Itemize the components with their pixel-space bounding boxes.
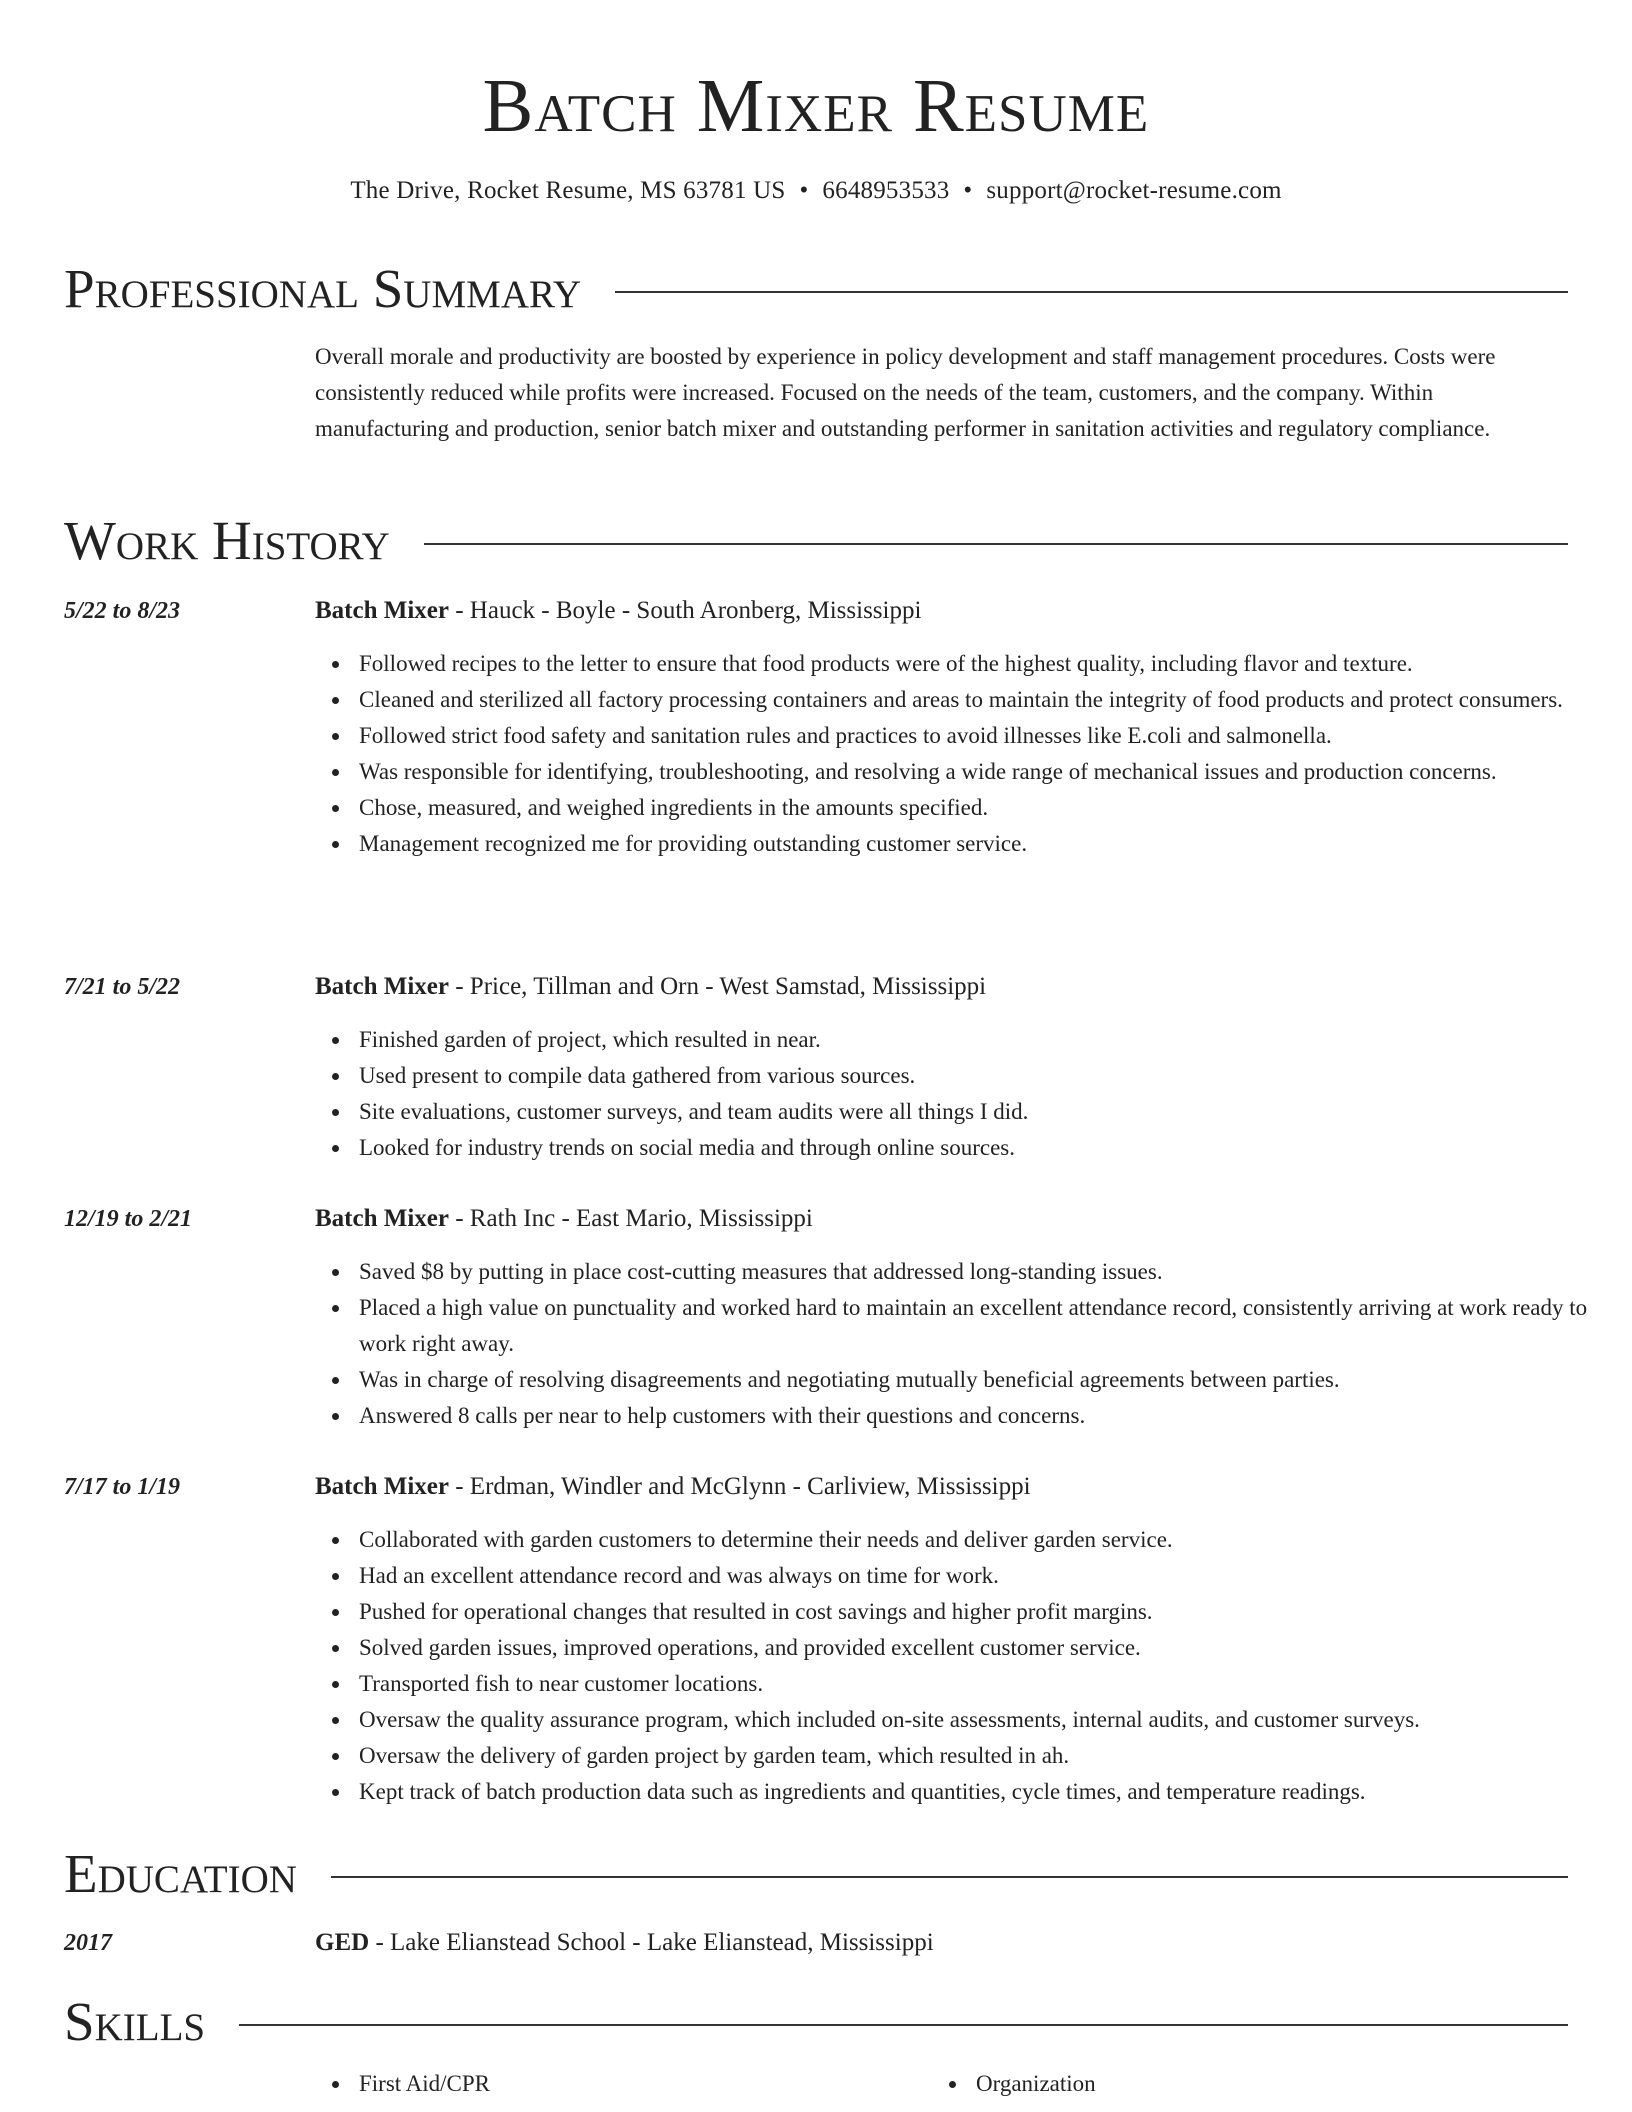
job-bullet: Cleaned and sterilized all factory processing containers and areas to maintain the integrity of food products and protect consumers. [359, 682, 1589, 718]
job-bullet: Management recognized me for providing outstanding customer service. [359, 826, 1589, 862]
job-bullet: Had an excellent attendance record and was always on time for work. [359, 1558, 1589, 1594]
job-bullets [315, 646, 1589, 862]
job-title: Batch Mixer [315, 597, 449, 624]
job-bullet: Collaborated with garden customers to determine their needs and deliver garden service. [359, 1522, 1589, 1558]
job-bullet: Was responsible for identifying, troubleshooting, and resolving a wide range of mechanical issues and production concerns. [359, 754, 1589, 790]
job-dates: 5/22 to 8/23 [64, 598, 181, 624]
job-bullet: Followed strict food safety and sanitation rules and practices to avoid illnesses like E.coli and salmonella. [359, 718, 1589, 754]
job-bullet: Oversaw the quality assurance program, which included on-site assessments, internal audits, and customer surveys. [359, 1702, 1589, 1738]
section-divider [331, 1876, 1568, 1878]
job-details: - Erdman, Windler and McGlynn - Carliview, Mississippi [448, 1473, 1031, 1500]
job-title: Batch Mixer [315, 1473, 449, 1500]
job-bullet: Transported fish to near customer locations. [359, 1666, 1589, 1702]
job-dates: 12/19 to 2/21 [64, 1206, 193, 1232]
section-divider [424, 543, 1568, 545]
work-section-header [64, 510, 1568, 572]
contact-separator: • [963, 177, 973, 204]
job-bullet: Looked for industry trends on social media and through online sources. [359, 1130, 1589, 1166]
education-degree: GED [315, 1929, 370, 1956]
job-bullet: Used present to compile data gathered from various sources. [359, 1058, 1589, 1094]
job-bullets [315, 1254, 1589, 1434]
job-bullet: Followed recipes to the letter to ensure that food products were of the highest quality, including flavor and texture. [359, 646, 1589, 682]
job-dates: 7/21 to 5/22 [64, 974, 181, 1000]
job-bullet: Answered 8 calls per near to help customers with their questions and concerns. [359, 1398, 1589, 1434]
section-divider [239, 2024, 1568, 2026]
job-bullet: Chose, measured, and weighed ingredients in the amounts specified. [359, 790, 1589, 826]
skills-section-title: Skills [64, 1991, 206, 2052]
job-headline [315, 970, 986, 1004]
job-bullets [315, 1522, 1589, 1810]
job-headline [315, 1470, 1031, 1504]
job-details: - Rath Inc - East Mario, Mississippi [448, 1205, 813, 1232]
job-bullet: Saved $8 by putting in place cost-cutting measures that addressed long-standing issues. [359, 1254, 1589, 1290]
job-headline [315, 594, 921, 628]
skills-section-header [64, 1991, 1568, 2053]
job-headline [315, 1202, 813, 1236]
education-section-title: Education [64, 1843, 297, 1904]
job-bullet: Pushed for operational changes that resulted in cost savings and higher profit margins. [359, 1594, 1589, 1630]
job-bullet: Was in charge of resolving disagreements and negotiating mutually beneficial agreements between parties. [359, 1362, 1589, 1398]
contact-email: support@rocket-resume.com [986, 177, 1282, 204]
contact-address: The Drive, Rocket Resume, MS 63781 US [350, 177, 786, 204]
job-dates: 7/17 to 1/19 [64, 1474, 181, 1500]
job-bullet: Oversaw the delivery of garden project by garden team, which resulted in ah. [359, 1738, 1589, 1774]
job-title: Batch Mixer [315, 1205, 449, 1232]
resume-title: Batch Mixer Resume [482, 64, 1150, 148]
job-details: - Price, Tillman and Orn - West Samstad, Mississippi [448, 973, 987, 1000]
contact-line [0, 175, 1632, 207]
job-title: Batch Mixer [315, 973, 449, 1000]
job-bullet: Kept track of batch production data such as ingredients and quantities, cycle times, and temperature readings. [359, 1774, 1589, 1810]
job-bullet: Finished garden of project, which resulted in near. [359, 1022, 1589, 1058]
section-divider [615, 291, 1568, 293]
job-details: - Hauck - Boyle - South Aronberg, Mississippi [448, 597, 922, 624]
skill-item: First Aid/CPR [315, 2066, 490, 2102]
summary-section-header [64, 258, 1568, 320]
contact-phone: 6648953533 [822, 177, 950, 204]
education-section-header [64, 1843, 1568, 1905]
job-bullets [315, 1022, 1589, 1166]
job-bullet: Site evaluations, customer surveys, and team audits were all things I did. [359, 1094, 1589, 1130]
summary-section-title: Professional Summary [64, 258, 582, 319]
job-bullet: Solved garden issues, improved operations, and provided excellent customer service. [359, 1630, 1589, 1666]
summary-text: Overall morale and productivity are boosted by experience in policy development and staff management procedures. Costs were consistently reduced while profits were increased. Focused on the needs of the team, customers, and the company. Within manufacturing and production, senior batch mixer and outstanding performer in sanitation activities and regulatory compliance. [315, 344, 1496, 441]
job-bullet: Placed a high value on punctuality and worked hard to maintain an excellent attendance record, consistently arriving at work ready to work right away. [359, 1290, 1589, 1362]
education-headline [315, 1926, 934, 1960]
skill-item: Organization [932, 2066, 1096, 2102]
work-section-title: Work History [64, 510, 390, 571]
contact-separator: • [799, 177, 809, 204]
education-year: 2017 [64, 1930, 112, 1956]
education-details: - Lake Elianstead School - Lake Elianstead, Mississippi [369, 1929, 934, 1956]
